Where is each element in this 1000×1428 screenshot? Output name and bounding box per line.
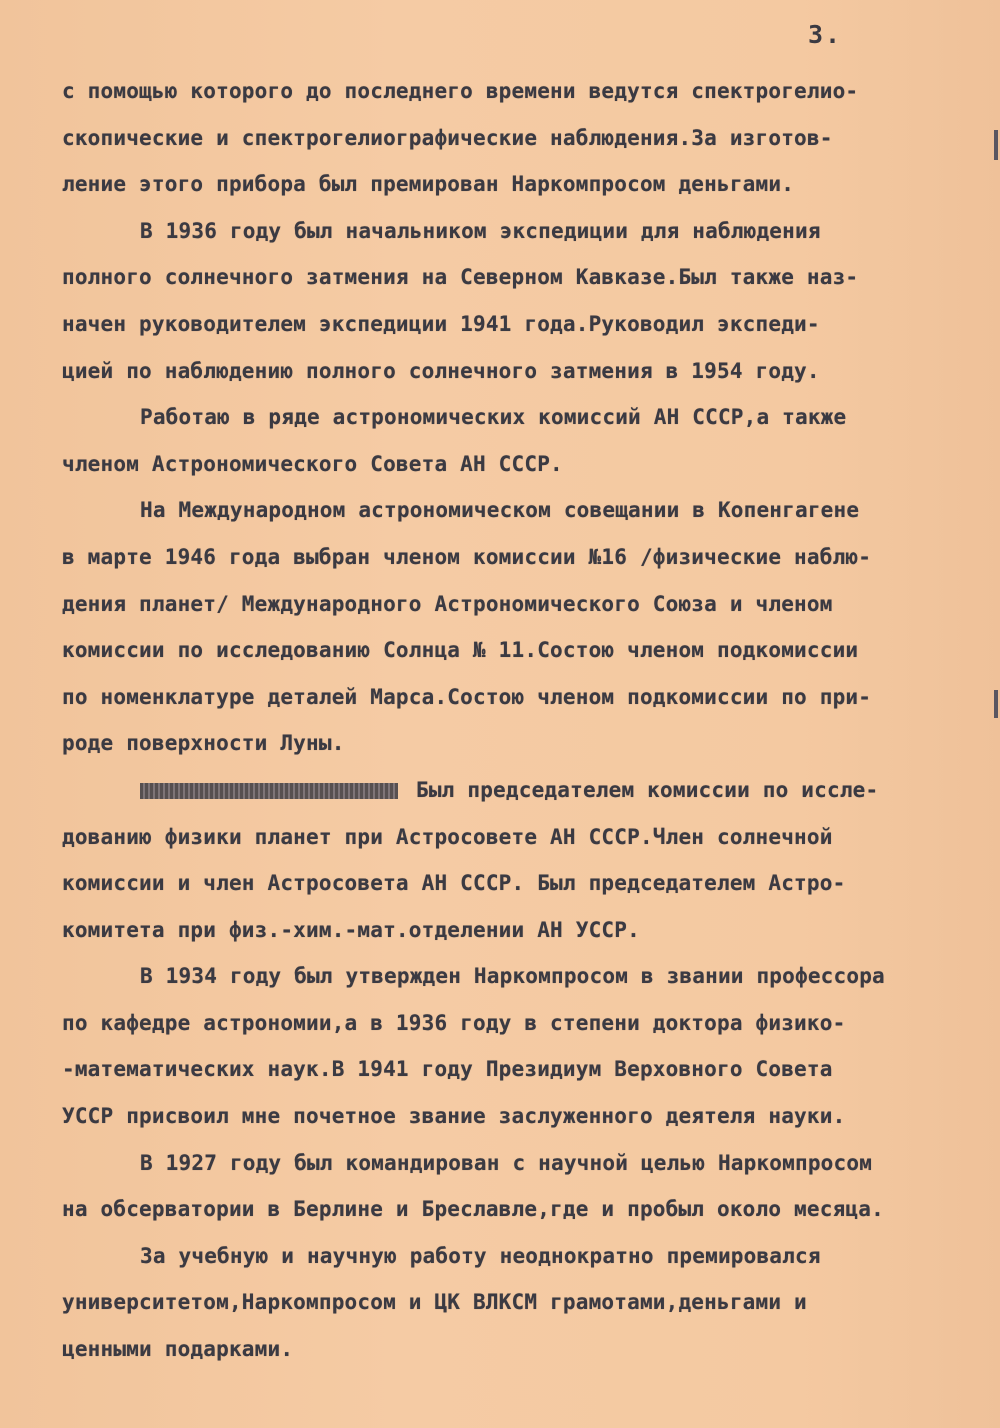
text-line: комиссии и член Астросовета АН СССР. Был председателем Астро-: [62, 871, 846, 896]
text-line: В 1936 году был начальником экспедиции для наблюдения: [140, 218, 821, 243]
text-line: ценными подарками.: [62, 1337, 294, 1362]
text-line: роде поверхности Луны.: [62, 731, 345, 756]
text-line: комитета при физ.-хим.-мат.отделении АН УССР.: [62, 917, 640, 942]
text-line: За учебную и научную работу неоднократно премировался: [140, 1243, 821, 1268]
text-line: скопические и спектрогелиографические наблюдения.За изготов-: [62, 125, 833, 150]
text-line: на обсерватории в Берлине и Бреславле,где и пробыл около месяца.: [62, 1197, 884, 1222]
text-line: с помощью которого до последнего времени ведутся спектрогелио-: [62, 79, 859, 103]
text-line: В 1934 году был утвержден Наркомпросом в звании профессора: [140, 964, 885, 989]
strikethrough-mark: [140, 783, 398, 799]
text-line: университетом,Наркомпросом и ЦК ВЛКСМ грамотами,деньгами и: [62, 1290, 807, 1315]
text-line: полного солнечного затмения на Северном Кавказе.Был также наз-: [62, 265, 859, 290]
body-text: [62, 68, 982, 1373]
paper-edge-mark: [994, 690, 998, 718]
text-line: На Международном астрономическом совещании в Копенгагене: [140, 498, 860, 523]
text-line: Был председателем комиссии по иссле-: [416, 777, 879, 802]
text-line: комиссии по исследованию Солнца № 11.Состою членом подкомиссии: [62, 638, 859, 663]
text-line: В 1927 году был командирован с научной целью Наркомпросом: [140, 1150, 873, 1175]
text-line: УССР присвоил мне почетное звание заслуженного деятеля науки.: [62, 1104, 846, 1129]
struck-line: [62, 767, 982, 814]
page-number: 3.: [808, 20, 843, 49]
text-line: по номенклатуре деталей Марса.Состою членом подкомиссии по при-: [62, 684, 872, 709]
text-line: по кафедре астрономии,а в 1936 году в степени доктора физико-: [62, 1010, 846, 1035]
text-line: дения планет/ Международного Астрономического Союза и членом: [62, 591, 833, 616]
paper-edge-mark: [994, 130, 998, 160]
text-line: ление этого прибора был премирован Наркомпросом деньгами.: [62, 172, 795, 197]
text-line: цией по наблюдению полного солнечного затмения в 1954 году.: [62, 358, 820, 383]
text-line: дованию физики планет при Астросовете АН СССР.Член солнечной: [62, 824, 833, 849]
text-line: начен руководителем экспедиции 1941 года.Руководил экспеди-: [62, 311, 820, 336]
text-line: Работаю в ряде астрономических комиссий АН СССР,а также: [140, 405, 847, 430]
text-line: членом Астрономического Совета АН СССР.: [62, 451, 563, 476]
text-line: в марте 1946 года выбран членом комиссии №16 /физические наблю-: [62, 544, 872, 569]
text-line: -математических наук.В 1941 году Президиум Верховного Совета: [62, 1057, 833, 1082]
